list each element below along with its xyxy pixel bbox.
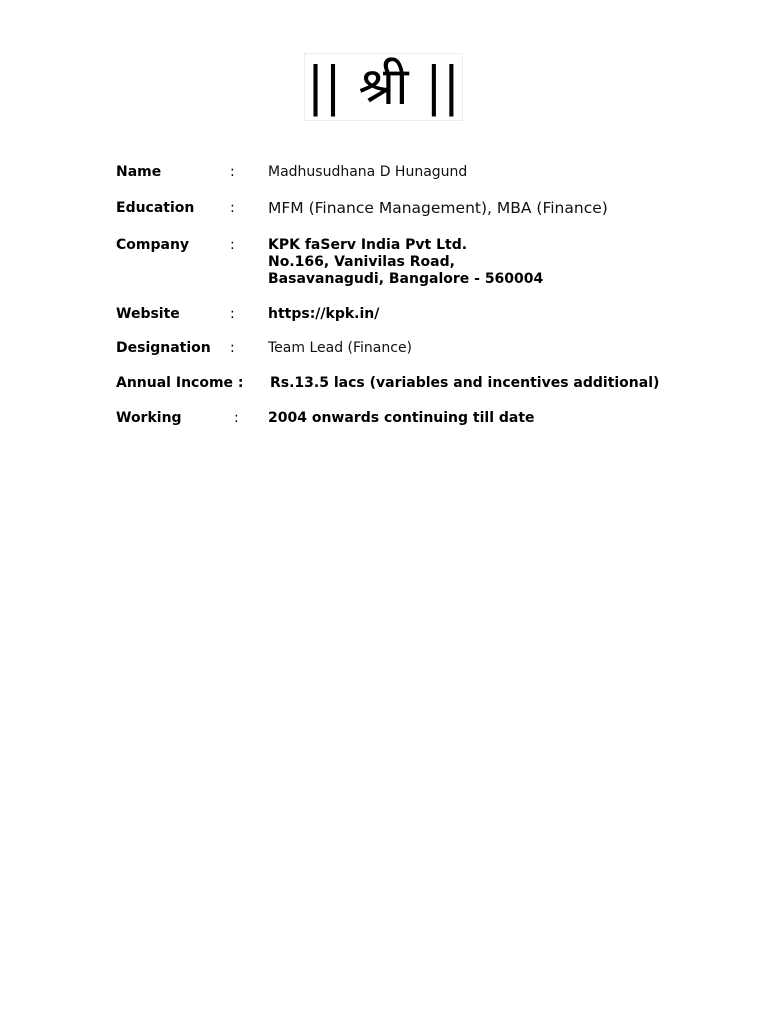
working-label: Working [116,410,182,426]
working-value: 2004 onwards continuing till date [268,410,535,426]
company-colon: : [230,237,235,253]
education-colon: : [230,200,235,216]
company-label: Company [116,237,190,253]
designation-colon: : [230,340,235,356]
designation-value: Team Lead (Finance) [268,340,413,356]
shri-symbol: || श्री || [306,57,461,117]
education-label: Education [116,200,195,216]
name-colon: : [230,164,235,180]
website-colon: : [230,306,235,322]
website-link[interactable]: https://kpk.in/ [268,306,380,322]
name-label: Name [116,164,162,180]
company-name: KPK faServ India Pvt Ltd. [268,237,468,253]
company-address [268,237,543,288]
working-colon: : [234,410,239,426]
education-value: MFM (Finance Management), MBA (Finance) [268,199,608,217]
company-city: Basavanagudi, Bangalore - 560004 [268,271,544,287]
name-value: Madhusudhana D Hunagund [268,164,468,180]
shri-header [304,53,463,121]
annual-income-label: Annual Income : [116,375,244,391]
company-street: No.166, Vanivilas Road, [268,254,455,270]
designation-label: Designation [116,340,211,356]
annual-income-value: Rs.13.5 lacs (variables and incentives additional) [270,375,660,391]
website-label: Website [116,306,180,322]
